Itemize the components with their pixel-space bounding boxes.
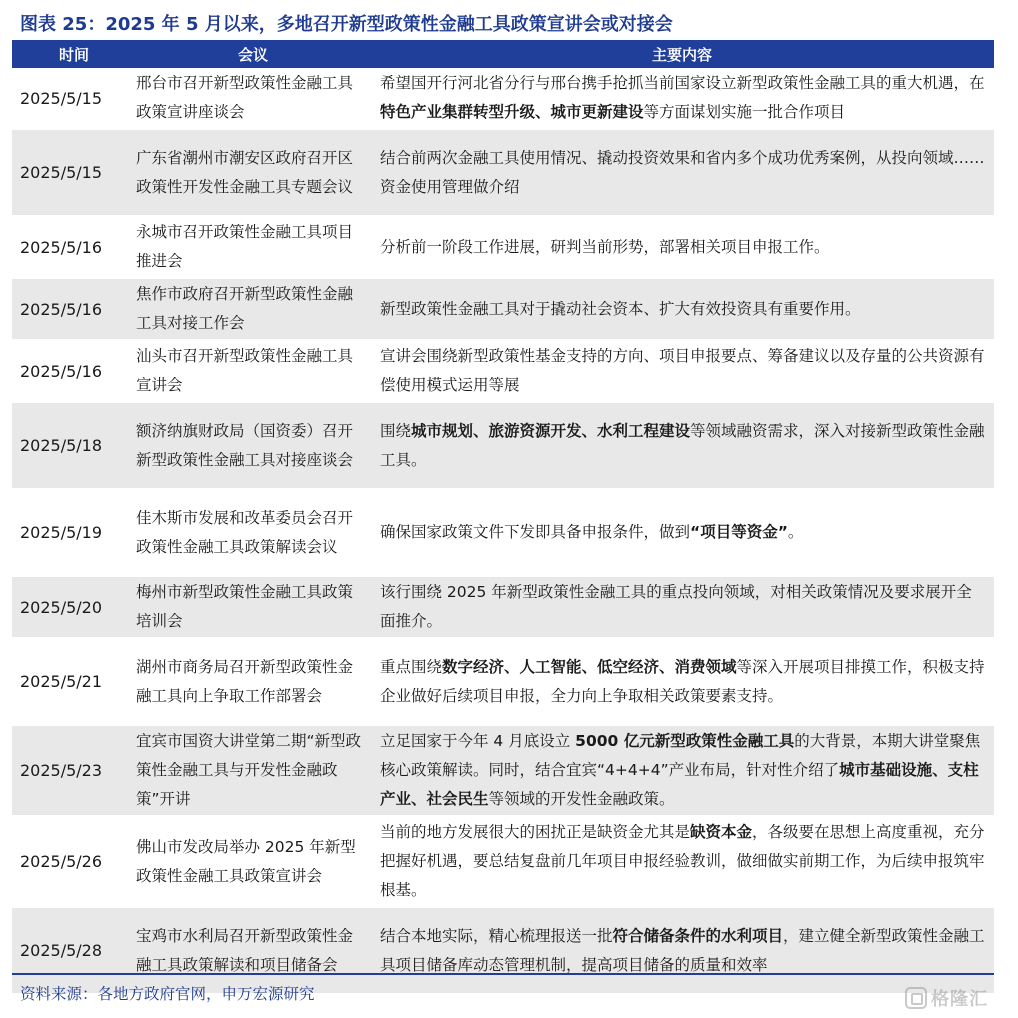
table-row [12, 576, 994, 638]
cell-meeting: 邢台市召开新型政策性金融工具政策宣讲座谈会 [136, 68, 370, 129]
cell-date: 2025/5/21 [12, 638, 136, 725]
content-highlight: 城市规划、旅游资源开发、水利工程建设 [411, 421, 691, 440]
cell-meeting: 永城市召开政策性金融工具项目推进会 [136, 216, 370, 278]
content-text: 围绕 [380, 421, 412, 440]
table-row [12, 402, 994, 489]
cell-meeting: 宝鸡市水利局召开新型政策性金融工具政策解读和项目储备会 [136, 907, 370, 994]
content-text: 宣讲会围绕新型政策性基金支持的方向、项目申报要点、筹备建议以及存量的公共资源有偿使用模式运用等展 [380, 347, 985, 394]
cell-date: 2025/5/18 [12, 402, 136, 489]
content-text: 等深入开展项目排摸工作，积极支持企业做好后续项目申报，全力向上争取相关政策要素支持。 [380, 657, 985, 705]
cell-meeting: 佛山市发改局举办 2025 年新型政策性金融工具政策宣讲会 [136, 816, 370, 907]
content-text: 希望国开行河北省分行与邢台携手抢抓当前国家设立新型政策性金融工具的重大机遇，在 [380, 74, 985, 92]
content-highlight: 城市基础设施、支柱产业、社会民生 [380, 761, 979, 808]
cell-date: 2025/5/28 [12, 907, 136, 994]
content-text: ，建立健全新型政策性金融工具项目储备库动态管理机制，提高项目储备的质量和效率 [380, 926, 985, 974]
cell-content [370, 68, 994, 129]
cell-meeting: 额济纳旗财政局（国资委）召开新型政策性金融工具对接座谈会 [136, 402, 370, 489]
content-highlight: 数字经济、人工智能、低空经济、消费领域 [442, 657, 737, 676]
header-content: 主要内容 [370, 40, 994, 68]
table-row [12, 278, 994, 340]
policy-meetings-table [12, 40, 994, 995]
content-text: 等领域融资需求，深入对接新型政策性金融工具。 [380, 421, 985, 469]
content-highlight: 5000 亿元新型政策性金融工具 [575, 732, 795, 750]
cell-meeting: 广东省潮州市潮安区政府召开区政策性开发性金融工具专题会议 [136, 129, 370, 216]
table-row [12, 129, 994, 216]
cell-content [370, 907, 994, 994]
table-row [12, 489, 994, 576]
content-text: 结合前两次金融工具使用情况、撬动投资效果和省内多个成功优秀案例，从投向领域……资金使用管理做介绍 [380, 148, 985, 196]
watermark-logo [905, 985, 988, 1011]
content-text: 等方面谋划实施一批合作项目 [643, 103, 846, 121]
content-text: 当前的地方发展很大的困扰正是缺资金尤其是 [380, 823, 691, 841]
cell-meeting: 梅州市新型政策性金融工具政策培训会 [136, 576, 370, 638]
cell-meeting: 佳木斯市发展和改革委员会召开政策性金融工具政策解读会议 [136, 489, 370, 576]
content-text: 确保国家政策文件下发即具备申报条件，做到 [380, 523, 691, 541]
content-highlight: 缺资本金 [690, 823, 753, 841]
content-text: 。 [787, 523, 804, 541]
cell-date: 2025/5/19 [12, 489, 136, 576]
content-text: 分析前一阶段工作进展，研判当前形势，部署相关项目申报工作。 [380, 237, 830, 256]
content-text: 结合本地实际，精心梳理报送一批 [380, 926, 613, 945]
table-header [12, 40, 994, 68]
header-row [12, 40, 994, 68]
table-row [12, 216, 994, 278]
source-note: 资料来源：各地方政府官网，申万宏源研究 [20, 985, 315, 1003]
table-row [12, 340, 994, 402]
content-highlight: 特色产业集群转型升级、城市更新建设 [380, 103, 644, 121]
content-text: 新型政策性金融工具对于撬动社会资本、扩大有效投资具有重要作用。 [380, 299, 861, 318]
cell-date: 2025/5/16 [12, 278, 136, 340]
content-text: 的大背景，本期大讲堂聚焦核心政策解读。同时，结合宜宾“4+4+4”产业布局，针对性介绍了 [380, 732, 981, 779]
figure-title: 图表 25：2025 年 5 月以来，多地召开新型政策性金融工具政策宣讲会或对接会 [20, 14, 673, 35]
cell-content [370, 129, 994, 216]
content-highlight: “项目等资金” [690, 523, 788, 541]
table-body [12, 68, 994, 994]
cell-date: 2025/5/20 [12, 576, 136, 638]
cell-date: 2025/5/16 [12, 340, 136, 402]
table-row [12, 68, 994, 129]
cell-content [370, 576, 994, 638]
cell-content [370, 340, 994, 402]
table-row [12, 907, 994, 994]
cell-date: 2025/5/26 [12, 816, 136, 907]
cell-meeting: 湖州市商务局召开新型政策性金融工具向上争取工作部署会 [136, 638, 370, 725]
cell-content [370, 816, 994, 907]
cell-meeting: 宜宾市国资大讲堂第二期“新型政策性金融工具与开发性金融政策”开讲 [136, 725, 370, 816]
content-text: 等领域的开发性金融政策。 [488, 790, 675, 808]
content-text: ，各级要在思想上高度重视，充分把握好机遇，要总结复盘前几年项目申报经验教训，做细做实前期工作，为后续申报筑牢根基。 [380, 823, 985, 899]
table-row [12, 638, 994, 725]
table-row [12, 816, 994, 907]
cell-content [370, 489, 994, 576]
content-text: 该行围绕 2025 年新型政策性金融工具的重点投向领域，对相关政策情况及要求展开全面推介。 [380, 583, 972, 630]
header-meeting: 会议 [136, 40, 370, 68]
cell-date: 2025/5/16 [12, 216, 136, 278]
cell-content [370, 638, 994, 725]
watermark-text: 格隆汇 [931, 989, 988, 1010]
table-bottom-rule [12, 973, 994, 975]
logo-mark-icon [905, 987, 927, 1009]
content-text: 立足国家于今年 4 月底设立 [380, 732, 576, 750]
cell-content [370, 725, 994, 816]
content-highlight: 符合储备条件的水利项目 [612, 926, 784, 945]
cell-date: 2025/5/15 [12, 129, 136, 216]
cell-meeting: 汕头市召开新型政策性金融工具宣讲会 [136, 340, 370, 402]
header-date: 时间 [12, 40, 136, 68]
policy-meetings-table-container [12, 40, 994, 995]
cell-date: 2025/5/15 [12, 68, 136, 129]
cell-content [370, 216, 994, 278]
cell-meeting: 焦作市政府召开新型政策性金融工具对接工作会 [136, 278, 370, 340]
cell-content [370, 278, 994, 340]
cell-content [370, 402, 994, 489]
table-row [12, 725, 994, 816]
cell-date: 2025/5/23 [12, 725, 136, 816]
content-text: 重点围绕 [380, 657, 443, 676]
